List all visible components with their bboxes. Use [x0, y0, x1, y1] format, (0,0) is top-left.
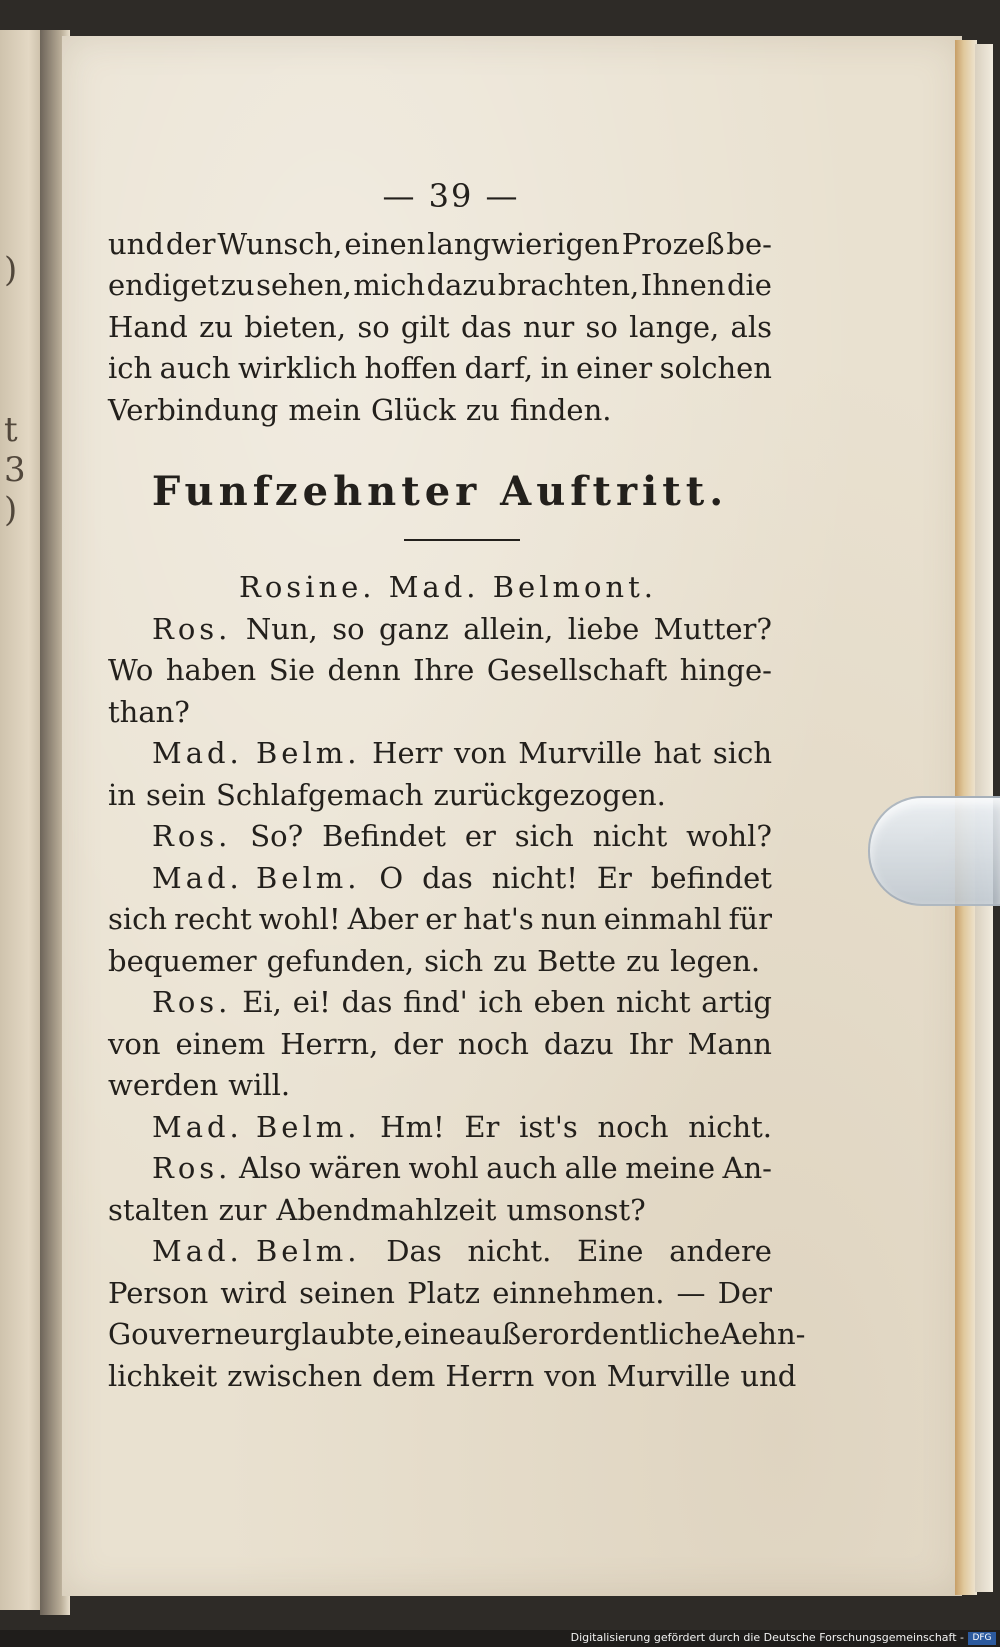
- word: Das: [386, 1234, 442, 1268]
- word: Person: [108, 1275, 209, 1310]
- word: An-: [722, 1151, 772, 1185]
- word: glaubte,: [283, 1317, 404, 1351]
- word: hat's: [463, 902, 534, 936]
- word: Sie: [268, 653, 316, 687]
- word: Aber: [347, 902, 419, 936]
- word: nicht: [615, 985, 691, 1019]
- word: in: [108, 777, 136, 812]
- word: einnehmen.: [492, 1275, 665, 1310]
- word: die: [726, 268, 772, 302]
- word: recht: [174, 902, 252, 936]
- word: denn: [327, 653, 401, 687]
- word: Also: [238, 1151, 302, 1185]
- text-line: [108, 1107, 772, 1149]
- word: befindet: [650, 860, 772, 895]
- word: will.: [228, 1068, 291, 1102]
- word: lichkeit: [108, 1358, 218, 1393]
- text-line: [108, 609, 772, 651]
- word: liebe: [567, 611, 640, 646]
- word: endiget: [108, 268, 220, 302]
- word: haben: [165, 653, 257, 687]
- word: dem: [372, 1358, 436, 1393]
- word: so: [357, 309, 390, 344]
- text-line: [108, 224, 772, 266]
- word: eine: [403, 1317, 466, 1351]
- word: außerordentliche: [465, 1317, 721, 1351]
- facing-page-glyph: ): [4, 490, 18, 530]
- word: langwierigen: [427, 226, 620, 261]
- page-number: — 39 —: [382, 177, 520, 215]
- facing-page-glyph: ): [4, 250, 18, 290]
- word: zu: [220, 268, 255, 302]
- funding-note: Digitalisierung gefördert durch die Deutsche Forschungsgemeinschaft -: [570, 1631, 964, 1644]
- word: so: [332, 611, 365, 646]
- word: artig: [701, 985, 772, 1019]
- word: zurückgezogen.: [433, 777, 666, 812]
- word: er: [425, 902, 457, 936]
- word: Herrn: [445, 1358, 535, 1393]
- word: Wunsch,: [217, 226, 343, 261]
- page-text: [108, 176, 806, 1397]
- text-line: [108, 307, 772, 349]
- word: dazu: [543, 1026, 614, 1061]
- word: umsonst?: [506, 1192, 646, 1227]
- persons-list: Rosine. Mad. Belmont.: [239, 570, 657, 604]
- word: in: [540, 351, 569, 385]
- word: nun: [540, 902, 597, 936]
- word: werden: [108, 1068, 219, 1102]
- speaker-name: Mad. Belm.: [152, 1109, 361, 1144]
- word: allein,: [463, 611, 554, 646]
- word: Ei,: [242, 985, 282, 1019]
- word: hoffen: [364, 351, 458, 385]
- word: einmahl: [603, 902, 722, 936]
- word: sich: [514, 819, 574, 853]
- text-line: [108, 1190, 772, 1232]
- word: Murville: [518, 736, 642, 770]
- word: noch: [597, 1109, 669, 1144]
- text-line: [108, 1231, 772, 1273]
- word: mein: [288, 392, 361, 427]
- word: zur: [218, 1192, 267, 1227]
- word: wohl: [408, 1151, 479, 1185]
- word: Prozeß: [621, 226, 725, 261]
- word: Eine: [577, 1234, 644, 1268]
- word: Abendmahlzeit: [276, 1192, 497, 1227]
- word: der: [165, 226, 216, 261]
- word: Gesellschaft: [486, 653, 668, 687]
- word: Hand: [108, 309, 188, 344]
- word: bieten,: [244, 309, 347, 344]
- word: das: [422, 860, 473, 895]
- word: hinge-: [679, 653, 772, 687]
- word: ich: [108, 351, 153, 385]
- word: wären: [309, 1151, 401, 1185]
- word: be-: [726, 226, 772, 261]
- word: Murville: [606, 1358, 731, 1393]
- word: hat: [653, 736, 702, 770]
- word: than?: [108, 694, 190, 729]
- word: Herr: [372, 736, 443, 770]
- word: zu: [199, 309, 234, 344]
- heading-rule: [404, 539, 520, 541]
- word: ganz: [378, 611, 449, 646]
- word: stalten: [108, 1192, 209, 1227]
- word: dazu: [426, 268, 497, 302]
- speaker-name: Mad. Belm.: [152, 860, 361, 895]
- word: so: [585, 309, 618, 344]
- speaker-name: Ros.: [152, 611, 232, 646]
- word: Mutter?: [653, 611, 772, 646]
- word: und: [740, 1358, 797, 1393]
- word: mich: [353, 268, 426, 302]
- text-line: [108, 733, 772, 775]
- word: das: [341, 985, 393, 1019]
- word: Schlafgemach: [215, 777, 424, 812]
- word: ist's: [519, 1109, 578, 1144]
- word: seinen: [299, 1275, 395, 1310]
- word: gefunden,: [266, 943, 415, 978]
- word: andere: [669, 1234, 772, 1268]
- word: für: [728, 902, 772, 936]
- word: von: [454, 736, 507, 770]
- word: zu: [493, 943, 528, 978]
- word: Befindet: [322, 819, 446, 853]
- word: Herrn,: [280, 1026, 379, 1061]
- word: nicht: [592, 819, 668, 853]
- word: Ihnen: [640, 268, 726, 302]
- word: als: [730, 309, 772, 344]
- word: finden.: [509, 392, 612, 427]
- word: O: [379, 860, 404, 895]
- word: wohl?: [686, 819, 772, 853]
- speaker-name: Ros.: [152, 1151, 232, 1185]
- facing-page-glyph: 3: [4, 450, 26, 490]
- word: meine: [625, 1151, 715, 1185]
- word: Bette: [537, 943, 617, 978]
- word: nur: [522, 309, 575, 344]
- text-line: [108, 1314, 806, 1356]
- word: Gouverneur: [108, 1317, 284, 1351]
- word: legen.: [670, 943, 761, 978]
- speaker-name: Mad. Belm.: [152, 736, 361, 770]
- word: das: [460, 309, 512, 344]
- word: einer: [576, 351, 653, 385]
- text-line: [108, 650, 772, 692]
- word: zu: [626, 943, 661, 978]
- text-line: [108, 390, 772, 432]
- word: Mann: [687, 1026, 772, 1061]
- word: eben: [533, 985, 606, 1019]
- word: nicht.: [688, 1109, 772, 1144]
- word: auch: [486, 1151, 558, 1185]
- word: lange,: [629, 309, 720, 344]
- facing-page-glyph: t: [4, 410, 18, 450]
- text-line: [108, 816, 772, 858]
- word: —: [676, 1275, 706, 1310]
- word: sehen,: [256, 268, 352, 302]
- word: sich: [712, 736, 772, 770]
- word: nicht!: [491, 860, 578, 895]
- word: bequemer: [108, 943, 257, 978]
- word: Wo: [108, 653, 154, 687]
- text-line: [108, 1024, 772, 1066]
- word: darf,: [464, 351, 534, 385]
- word: brachten,: [497, 268, 640, 302]
- word: noch: [457, 1026, 529, 1061]
- text-line: [108, 1356, 797, 1398]
- text-line: [108, 982, 772, 1024]
- text-line: [108, 899, 772, 941]
- text-line: [108, 1065, 772, 1107]
- word: von: [108, 1026, 161, 1061]
- word: sein: [145, 777, 206, 812]
- word: solchen: [659, 351, 772, 385]
- word: zwischen: [227, 1358, 363, 1393]
- word: wohl!: [258, 902, 341, 936]
- word: er: [464, 819, 496, 853]
- word: Hm!: [380, 1109, 445, 1144]
- text-line: [108, 692, 772, 734]
- word: von: [544, 1358, 597, 1393]
- word: Der: [717, 1275, 772, 1310]
- word: Ihre: [413, 653, 475, 687]
- word: Platz: [407, 1275, 481, 1310]
- word: Er: [596, 860, 632, 895]
- word: sich: [424, 943, 484, 978]
- word: zu: [465, 392, 500, 427]
- dfg-logo: DFG: [968, 1632, 996, 1645]
- word: sich: [108, 902, 168, 936]
- glass-weight: [868, 796, 1000, 906]
- word: ich: [478, 985, 523, 1019]
- word: Glück: [370, 392, 456, 427]
- text-line: [108, 858, 772, 900]
- speaker-name: Ros.: [152, 819, 232, 853]
- speaker-name: Ros.: [152, 985, 232, 1019]
- word: ei!: [292, 985, 331, 1019]
- text-line: [108, 265, 772, 307]
- word: Er: [464, 1109, 500, 1144]
- word: find': [403, 985, 468, 1019]
- opening-paragraph: [108, 224, 772, 432]
- text-line: [108, 775, 772, 817]
- text-line: [108, 1273, 772, 1315]
- word: alle: [564, 1151, 618, 1185]
- word: nicht.: [467, 1234, 552, 1268]
- word: gilt: [400, 309, 450, 344]
- word: und: [108, 226, 164, 261]
- dialogue: [108, 609, 806, 1398]
- speaker-name: Mad. Belm.: [152, 1234, 361, 1268]
- text-line: [108, 941, 772, 983]
- word: auch: [159, 351, 231, 385]
- word: Verbindung: [108, 392, 279, 427]
- word: einem: [175, 1026, 266, 1061]
- text-line: [108, 1148, 772, 1190]
- footer-bar: [0, 1630, 1000, 1647]
- word: einen: [344, 226, 426, 261]
- text-line: [108, 348, 772, 390]
- word: der: [393, 1026, 443, 1061]
- word: So?: [250, 819, 304, 853]
- word: Ihr: [628, 1026, 673, 1061]
- word: Aehn-: [720, 1317, 806, 1351]
- word: Nun,: [245, 611, 318, 646]
- word: wird: [220, 1275, 287, 1310]
- word: wirklich: [238, 351, 358, 385]
- scene-heading: Funfzehnter Auftritt.: [151, 468, 729, 515]
